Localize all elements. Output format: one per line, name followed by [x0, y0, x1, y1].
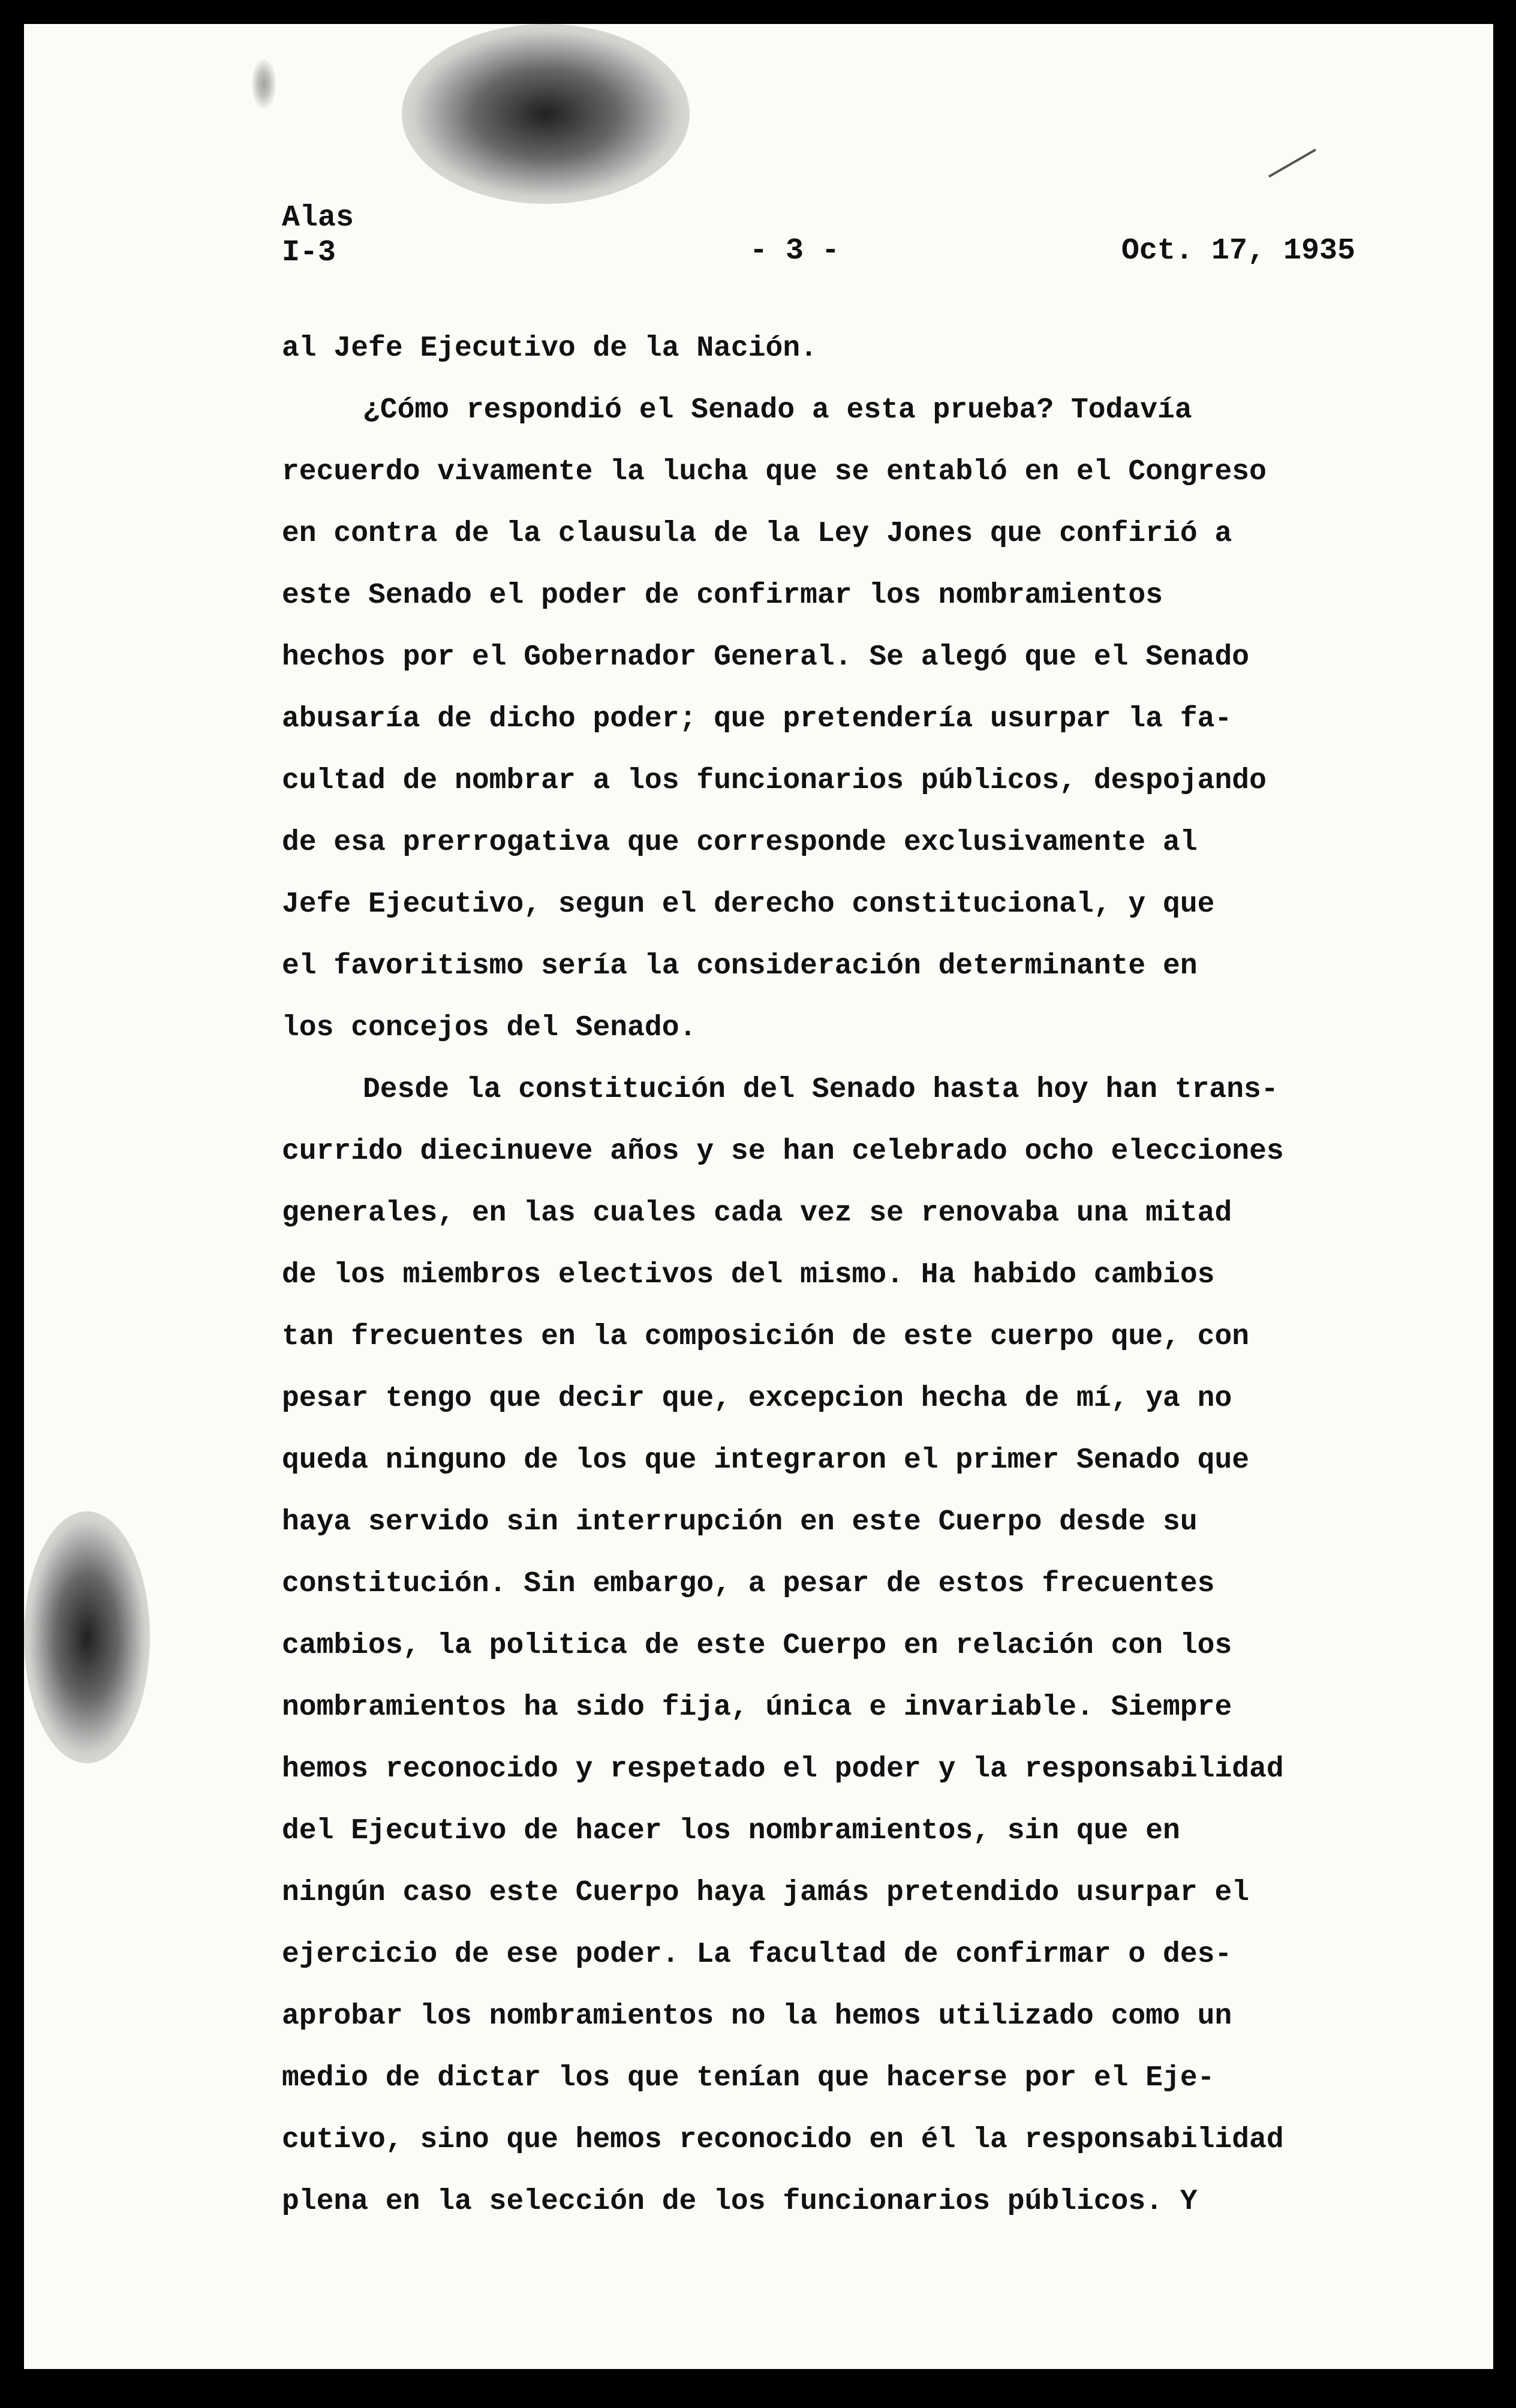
text-line: nombramientos ha sido fija, única e invariable. Siempre — [282, 1691, 1232, 1724]
pen-mark — [1268, 149, 1316, 178]
text-line: cambios, la politica de este Cuerpo en relación con los — [282, 1630, 1232, 1662]
text-line: en contra de la clausula de la Ley Jones que confirió a — [282, 518, 1232, 550]
text-line: Jefe Ejecutivo, segun el derecho constitucional, y que — [282, 888, 1215, 921]
text-line: medio de dictar los que tenían que hacerse por el Eje- — [282, 2062, 1215, 2094]
text-line: aprobar los nombramientos no la hemos utilizado como un — [282, 2000, 1232, 2033]
page-header — [282, 201, 1355, 291]
text-line: recuerdo vivamente la lucha que se entabló en el Congreso — [282, 456, 1267, 488]
text-line: de los miembros electivos del mismo. Ha habido cambios — [282, 1259, 1215, 1291]
text-line: los concejos del Senado. — [282, 1012, 697, 1044]
text-line: hemos reconocido y respetado el poder y la responsabilidad — [282, 1753, 1284, 1785]
page-number: - 3 - — [750, 234, 840, 268]
ink-smudge — [252, 60, 276, 108]
file-reference-line: Alas — [282, 201, 354, 235]
text-line: plena en la selección de los funcionarios públicos. Y — [282, 2185, 1198, 2218]
text-line: queda ninguno de los que integraron el primer Senado que — [282, 1444, 1250, 1477]
text-line: de esa prerrogativa que corresponde exclusivamente al — [282, 826, 1198, 859]
text-line: generales, en las cuales cada vez se renovaba una mitad — [282, 1197, 1232, 1229]
text-line: hechos por el Gobernador General. Se alegó que el Senado — [282, 641, 1250, 674]
text-line: pesar tengo que decir que, excepcion hecha de mí, ya no — [282, 1382, 1232, 1415]
text-line: currido diecinueve años y se han celebrado ocho elecciones — [282, 1135, 1284, 1168]
text-line: Desde la constitución del Senado hasta hoy han trans- — [363, 1074, 1279, 1106]
text-line: ejercicio de ese poder. La facultad de confirmar o des- — [282, 1938, 1232, 1971]
document-body — [282, 318, 1361, 2233]
file-reference — [282, 201, 354, 270]
text-line: constitución. Sin embargo, a pesar de estos frecuentes — [282, 1568, 1215, 1600]
text-line: del Ejecutivo de hacer los nombramientos, sin que en — [282, 1815, 1180, 1847]
document-date: Oct. 17, 1935 — [1121, 234, 1355, 268]
text-line: abusaría de dicho poder; que pretendería usurpar la fa- — [282, 703, 1232, 735]
text-line: ningún caso este Cuerpo haya jamás pretendido usurpar el — [282, 1877, 1250, 1909]
text-line: al Jefe Ejecutivo de la Nación. — [282, 332, 817, 365]
text-line: este Senado el poder de confirmar los nombramientos — [282, 579, 1163, 612]
text-line: ¿Cómo respondió el Senado a esta prueba? Todavía — [363, 394, 1192, 426]
ink-smudge — [402, 24, 690, 204]
text-line: el favoritismo sería la consideración determinante en — [282, 950, 1198, 982]
text-line: tan frecuentes en la composición de este cuerpo que, con — [282, 1321, 1250, 1353]
text-line: cutivo, sino que hemos reconocido en él la responsabilidad — [282, 2124, 1284, 2156]
text-line: cultad de nombrar a los funcionarios públicos, despojando — [282, 765, 1267, 797]
text-line: haya servido sin interrupción en este Cuerpo desde su — [282, 1506, 1198, 1538]
file-reference-line: I-3 — [282, 236, 336, 270]
ink-smudge — [24, 1511, 150, 1763]
